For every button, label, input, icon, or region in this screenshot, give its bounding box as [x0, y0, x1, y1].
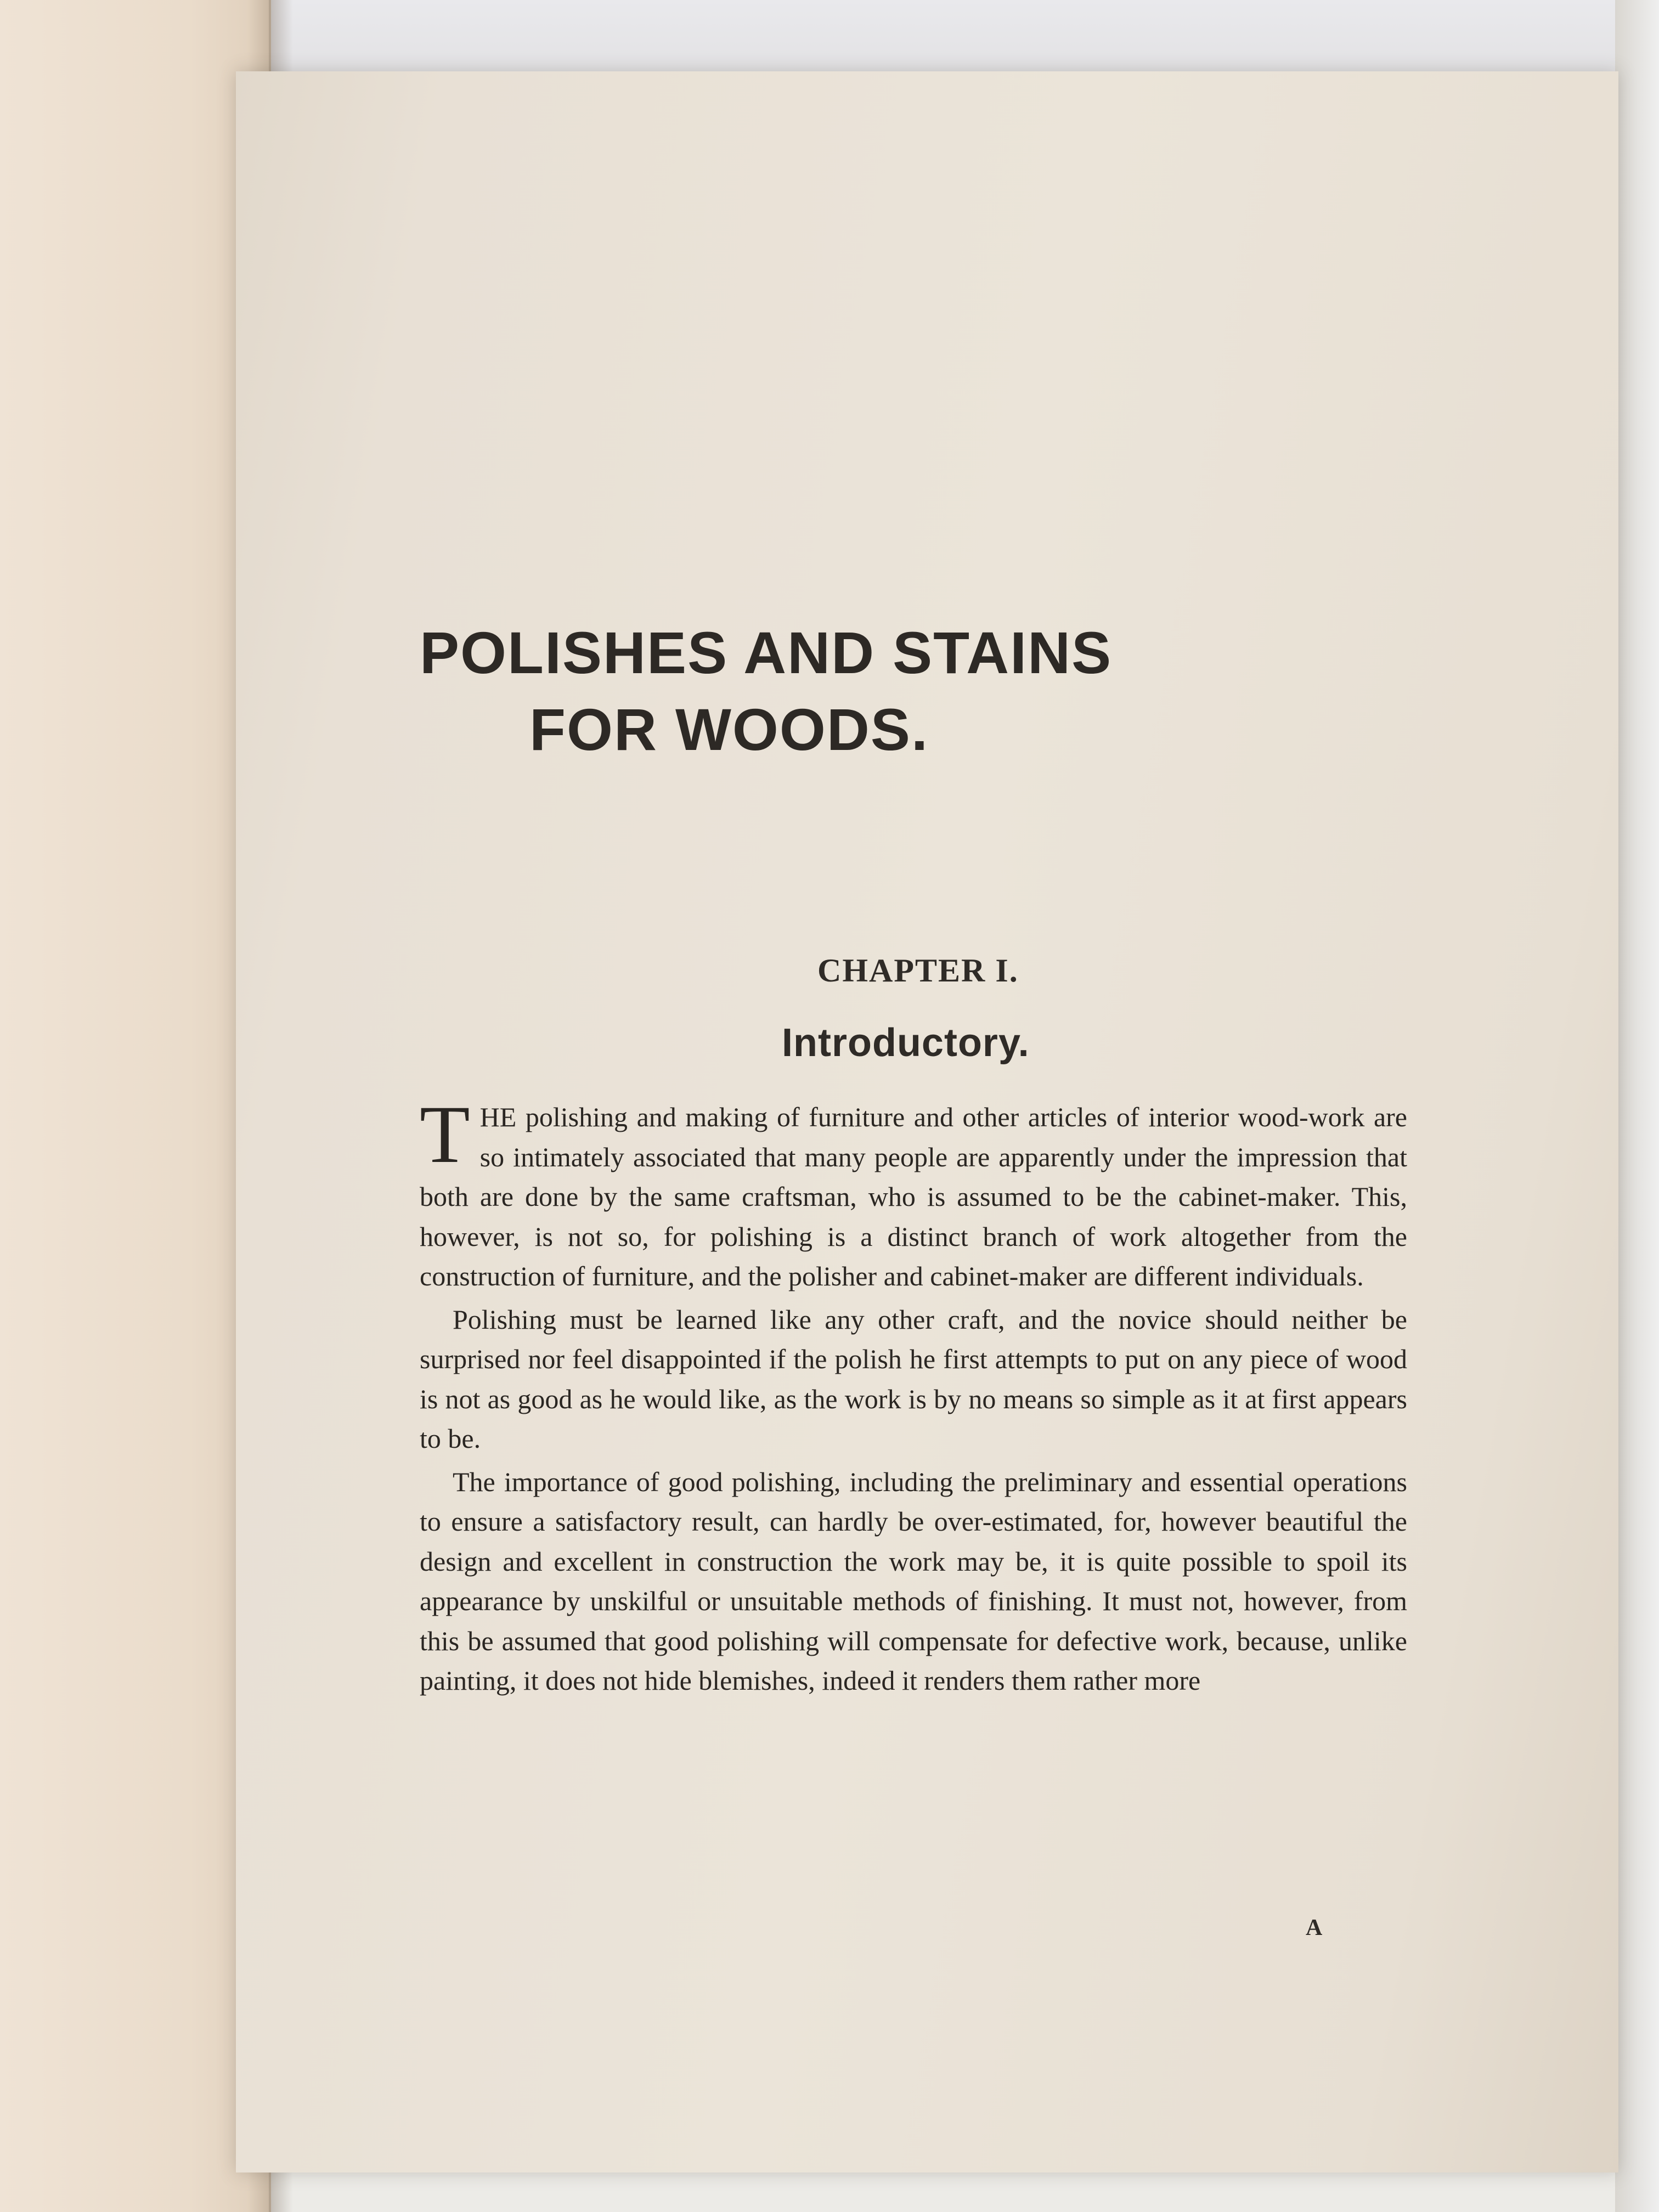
paragraph-2: Polishing must be learned like any other craft, and the novice should neither be surprised nor feel disappointed if the polish he first attempts to put on any piece of wood is not as good as he would like, as the work is by no means so simple as it at first appears to be.: [420, 1304, 1407, 1454]
paragraph-3: The importance of good polishing, including the preliminary and essential operations to ensure a satisfactory result, can hardly be over-estimated, for, however beautiful the design and excellent in construction the work may be, it is quite possible to spoil its appearance by unskilful or unsuitable methods of finishing. It must not, however, from this be assumed that good polishing will compensate for defective work, because, unlike painting, it does not hide blemishes, indeed it renders them rather more: [420, 1466, 1407, 1696]
left-facing-page: [0, 0, 271, 2212]
chapter-heading: CHAPTER I.: [817, 952, 1019, 989]
book-title-line-1: POLISHES AND STAINS: [420, 619, 1113, 686]
drop-cap: T: [420, 1089, 470, 1180]
book-title-line-2: FOR WOODS.: [529, 696, 929, 763]
book-title: [420, 614, 1112, 769]
chapter-title: Introductory.: [782, 1021, 1030, 1065]
signature-mark: A: [1306, 1915, 1323, 1940]
background-right: [1615, 0, 1659, 2212]
paragraph-1-text: HE polishing and making of furniture and other articles of interior wood-work are so intimately associated that many people are apparently under the impression that both are done by the same craftsman, who is assumed to be the cabinet-maker. This, however, is not so, for polishing is a distinct branch of work altogether from the construction of furniture, and the polisher and cabinet-maker are different individuals.: [420, 1102, 1407, 1291]
book-page: [236, 71, 1618, 2172]
body-text: [420, 1089, 1407, 1704]
paragraph-1: [420, 1089, 1407, 1296]
